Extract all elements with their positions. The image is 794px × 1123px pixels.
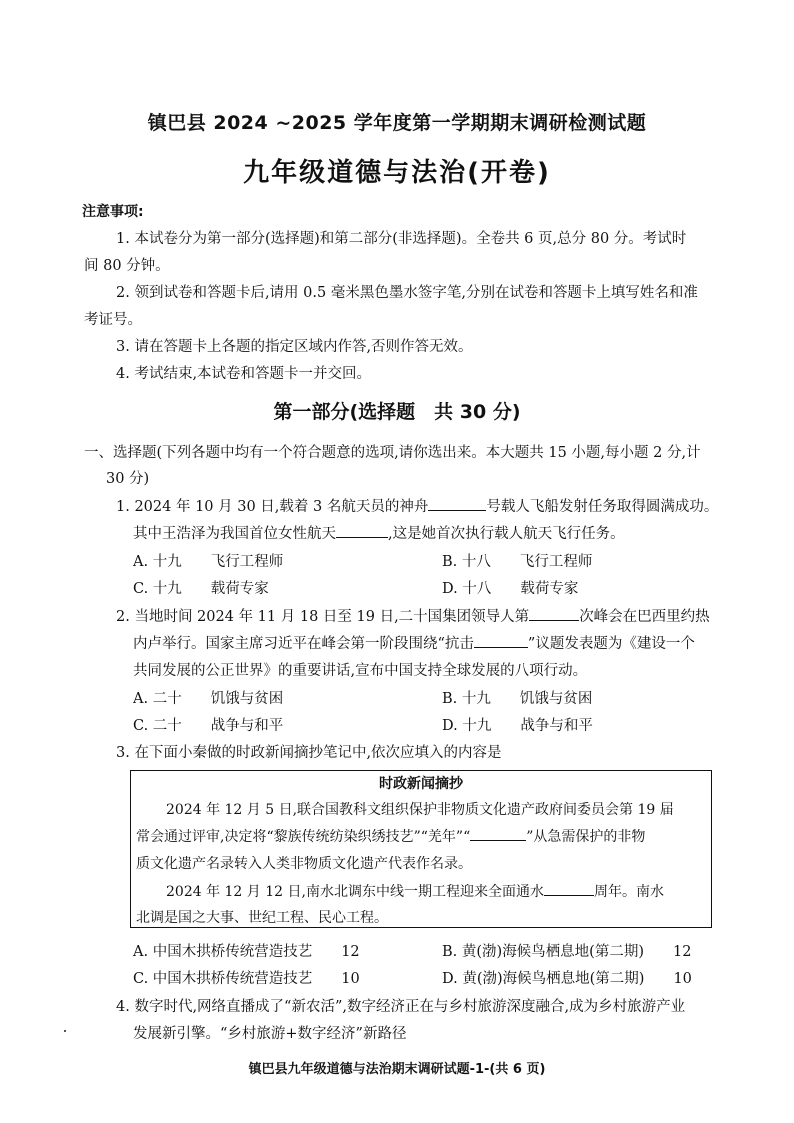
news-line-3: 质文化遗产名录转入人类非物质文化遗产代表作名录。	[136, 856, 472, 872]
q2-text-1a: 2. 当地时间 2024 年 11 月 18 日至 19 日,二十国集团领导人第	[116, 609, 530, 625]
q1-text-1a: 1. 2024 年 10 月 30 日,载着 3 名航天员的神舟	[116, 499, 429, 515]
news-box-title: 时政新闻摘抄	[379, 776, 463, 792]
q4-stem-line1: 4. 数字时代,网络直播成了“新农活”,数字经济正在与乡村旅游深度融合,成为乡村旅游产业	[116, 999, 686, 1015]
exam-subtitle: 九年级道德与法治(开卷)	[243, 158, 551, 188]
q3-option-b: B. 黄(渤)海候鸟栖息地(第二期) 12	[442, 944, 692, 960]
news-line-2	[136, 826, 645, 846]
q1-blank-1	[428, 496, 486, 511]
q2-stem-line3: 共同发展的公正世界》的重要讲话,宣布中国支持全球发展的八项行动。	[133, 663, 588, 679]
q2-stem-line1	[116, 605, 710, 626]
news-text-2a: 常会通过评审,决定将“黎族传统纺染织绣技艺”“羌年”“	[136, 829, 471, 845]
q3-blank-1	[470, 826, 526, 841]
q1-text-2a: 其中王浩泽为我国首位女性航天	[133, 526, 336, 542]
q3-blank-2	[544, 881, 594, 896]
notice-heading: 注意事项:	[82, 204, 144, 220]
q2-text-2a: 内卢举行。国家主席习近平在峰会第一阶段围绕“抗击	[133, 636, 474, 652]
q2-blank-1	[529, 606, 579, 621]
scan-speck	[64, 1030, 66, 1032]
notice-item-1-line2: 间 80 分钟。	[84, 258, 170, 274]
q1-blank-2	[336, 523, 388, 538]
news-excerpt-box	[130, 770, 712, 928]
q1-stem-line1	[116, 495, 718, 516]
q2-option-a: A. 二十 饥饿与贫困	[133, 691, 284, 707]
q1-option-a: A. 十九 飞行工程师	[133, 554, 284, 570]
news-line-4	[166, 881, 664, 901]
q2-text-2b: ”议题发表题为《建设一个	[527, 636, 695, 652]
q1-option-d: D. 十八 载荷专家	[442, 581, 579, 597]
q4-stem-line2: 发展新引擎。“乡村旅游+数字经济”新路径	[133, 1026, 407, 1042]
q2-stem-line2	[133, 632, 695, 653]
part1-intro-line2: 30 分)	[106, 471, 150, 487]
news-line-5: 北调是国之大事、世纪工程、民心工程。	[136, 910, 388, 926]
part1-intro-line1: 一、选择题(下列各题中均有一个符合题意的选项,请你选出来。本大题共 15 小题,每小题 2 分,计	[84, 445, 701, 461]
q3-stem: 3. 在下面小秦做的时政新闻摘抄笔记中,依次应填入的内容是	[116, 745, 502, 761]
exam-title: 镇巴县 2024 ~2025 学年度第一学期期末调研检测试题	[147, 112, 647, 134]
page-footer: 镇巴县九年级道德与法治期末调研试题-1-(共 6 页)	[248, 1062, 546, 1077]
q1-text-1b: 号载人飞船发射任务取得圆满成功。	[486, 499, 719, 515]
news-text-4a: 2024 年 12 月 12 日,南水北调东中线一期工程迎来全面通水	[166, 884, 544, 900]
q1-option-c: C. 十九 载荷专家	[133, 581, 269, 597]
news-text-4b: 周年。南水	[593, 884, 664, 900]
part1-title: 第一部分(选择题 共 30 分)	[273, 401, 521, 423]
notice-item-3: 3. 请在答题卡上各题的指定区域内作答,否则作答无效。	[116, 339, 473, 355]
notice-item-2-line1: 2. 领到试卷和答题卡后,请用 0.5 毫米黑色墨水签字笔,分别在试卷和答题卡上填写姓名和准	[116, 285, 698, 301]
notice-item-1-line1: 1. 本试卷分为第一部分(选择题)和第二部分(非选择题)。全卷共 6 页,总分 80 分。考试时	[116, 231, 687, 247]
q2-option-b: B. 十九 饥饿与贫困	[442, 691, 593, 707]
q2-option-d: D. 十九 战争与和平	[442, 718, 593, 734]
notice-item-2-line2: 考证号。	[84, 312, 142, 328]
q3-option-d: D. 黄(渤)海候鸟栖息地(第二期) 10	[442, 971, 692, 987]
news-text-2b: ”从急需保护的非物	[526, 829, 646, 845]
q2-text-1b: 次峰会在巴西里约热	[579, 609, 710, 625]
q1-option-b: B. 十八 飞行工程师	[442, 554, 593, 570]
news-line-1: 2024 年 12 月 5 日,联合国教科文组织保护非物质文化遗产政府间委员会第 19 届	[166, 802, 674, 818]
q3-option-a: A. 中国木拱桥传统营造技艺 12	[133, 944, 360, 960]
q3-option-c: C. 中国木拱桥传统营造技艺 10	[133, 971, 360, 987]
q2-blank-2	[474, 633, 528, 648]
q1-text-2b: ,这是她首次执行载人航天飞行任务。	[388, 526, 625, 542]
notice-item-4: 4. 考试结束,本试卷和答题卡一并交回。	[116, 366, 372, 382]
q2-option-c: C. 二十 战争与和平	[133, 718, 284, 734]
q1-stem-line2	[133, 522, 625, 543]
